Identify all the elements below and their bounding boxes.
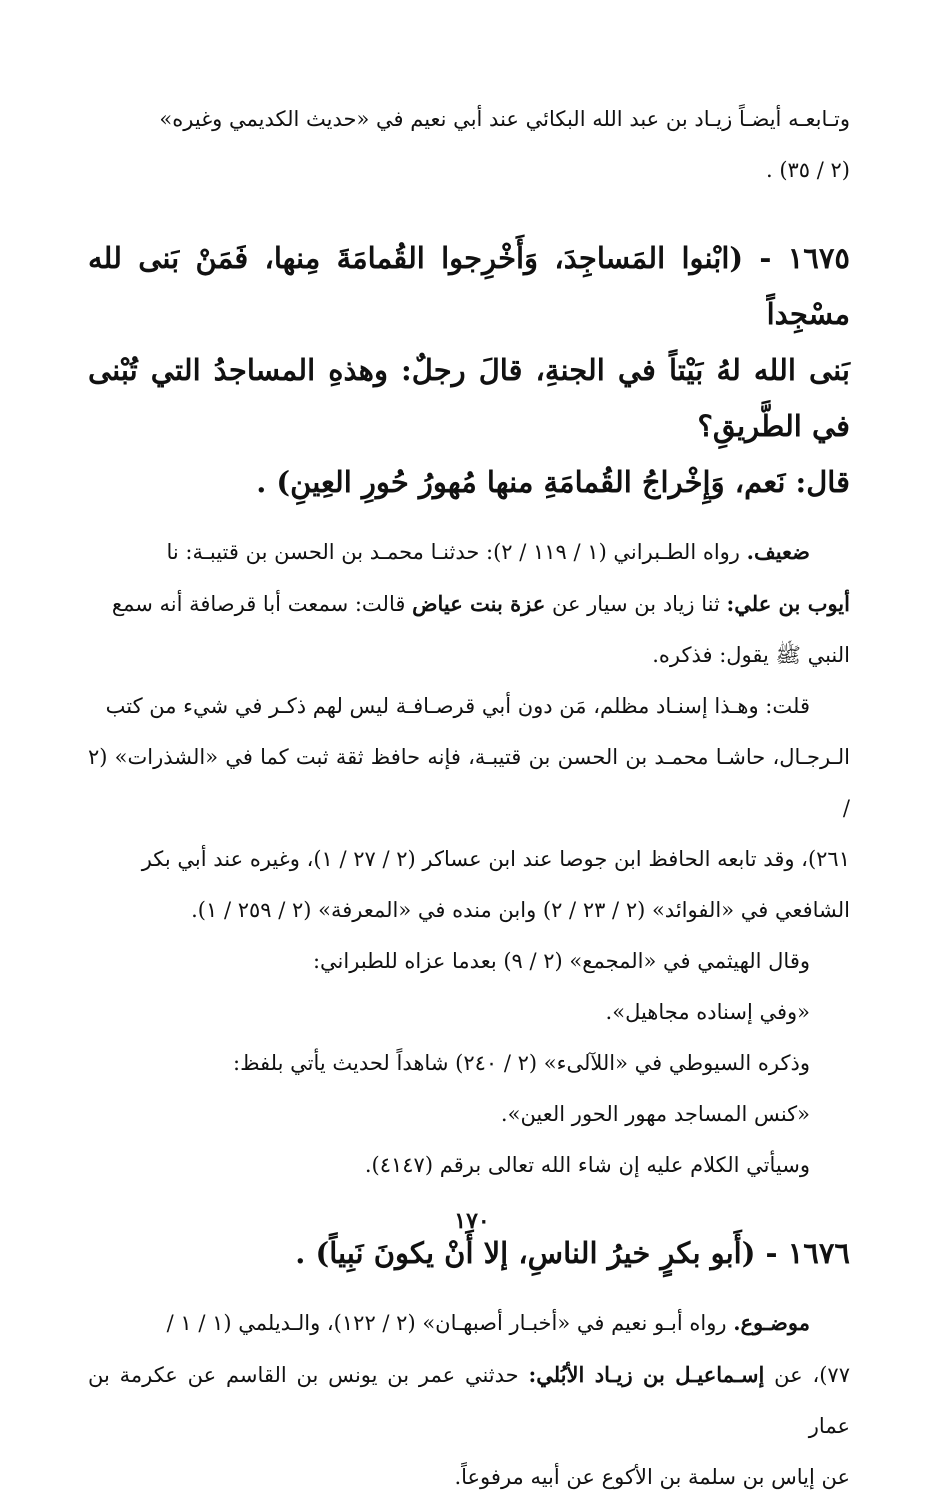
takhrij-1676 — [88, 1297, 850, 1503]
takhrij-1675-p1-line-1 — [88, 526, 850, 578]
hadith-1675-line-1: ١٦٧٥ - (ابْنوا المَساجِدَ، وَأَخْرِجوا القُمامَةَ مِنها، فَمَنْ بَنى لله مسْجِداً — [88, 241, 850, 331]
takhrij-1675-p4-line-1: وذكره السيوطي في «اللآلىء» (٢ / ٢٤٠) شاهداً لحديث يأتي بلفظ: — [233, 1051, 810, 1075]
text-span: قالت: سمعت أبا قرصافة أنه سمع — [111, 592, 406, 616]
narrator-name: عزة بنت عياض — [412, 591, 546, 616]
grade-label: ضعيف. — [746, 539, 810, 564]
text-span: ثنا زياد بن سيار عن — [551, 592, 720, 616]
text-span: رواه أبـو نعيم في «أخبـار أصبهـان» (٢ / ١٢٢)، والـديلمي (١ / ١ / — [166, 1311, 727, 1335]
takhrij-1675-p2-line-4: الشافعي في «الفوائد» (٢ / ٢٣ / ٢) وابن منده في «المعرفة» (٢ / ٢٥٩ / ١). — [191, 898, 850, 922]
takhrij-1676-line-1 — [88, 1297, 850, 1349]
intro-line-1: وتـابعـه أيضـاً زيـاد بن عبد الله البكائي عند أبي نعيم في «حديث الكديمي وغيره» — [159, 107, 850, 131]
hadith-1675-line-3: قال: نَعم، وَإِخْراجُ القُمامَةِ منها مُهورُ حُورِ العِينِ) . — [256, 465, 850, 499]
takhrij-1675-p1-line-3: النبي ﷺ يقول: فذكره. — [652, 643, 850, 667]
narrator-name: أيوب بن علي: — [726, 591, 850, 616]
text-span: حدثني عمر بن يونس بن القاسم عن عكرمة بن عمار — [88, 1363, 850, 1438]
takhrij-1676-line-2 — [88, 1349, 850, 1452]
takhrij-1676-line-3: عن إياس بن سلمة بن الأكوع عن أبيه مرفوعاً. — [454, 1465, 850, 1489]
takhrij-1675-p1-line-2 — [88, 578, 850, 630]
takhrij-1675-p5-line-1: وسيأتي الكلام عليه إن شاء الله تعالى برقم (٤١٤٧). — [364, 1153, 810, 1177]
takhrij-1675-p2-line-2: الـرجـال، حاشـا محمـد بن الحسن بن قتيبـة، فإنه حافظ ثقة ثبت كما في «الشذرات» (٢ / — [88, 745, 850, 820]
grade-label: موضـوع. — [733, 1310, 810, 1335]
hadith-1675-line-2: بَنى الله لهُ بَيْتاً في الجنةِ، قالَ رجلٌ: وهذهِ المساجدُ التي تُبْنى في الطَّريقِ؟ — [88, 353, 850, 443]
takhrij-1675-p3-line-1: وقال الهيثمي في «المجمع» (٢ / ٩) بعدما عزاه للطبراني: — [312, 949, 810, 973]
text-span: ٧٧)، عن — [774, 1363, 850, 1387]
takhrij-1675-p2-line-3: ٢٦١)، وقد تابعه الحافظ ابن جوصا عند ابن عساكر (٢ / ٢٧ / ١)، وغيره عند أبي بكر — [141, 847, 850, 871]
takhrij-1675-p3-line-2: «وفي إسناده مجاهيل». — [605, 1000, 810, 1024]
takhrij-1675 — [88, 526, 850, 1191]
hadith-1676-line-1: ١٦٧٦ - (أَبو بكرٍ خيرُ الناسِ، إلا أَنْ يكونَ نَبِياً) . — [295, 1236, 850, 1270]
narrator-name: إسـماعيـل بن زيـاد الأبُلي: — [528, 1362, 765, 1387]
intro-line-2: (٢ / ٣٥) . — [765, 158, 850, 182]
page-number: ١٧٠ — [454, 1208, 490, 1234]
takhrij-1675-p4-line-2: «كنس المساجد مهور الحور العين». — [500, 1102, 810, 1126]
page-body — [88, 94, 850, 1503]
takhrij-1675-p2-line-1: قلت: وهـذا إسنـاد مظلم، مَن دون أبي قرصـافـة ليس لهم ذكـر في شيء من كتب — [105, 694, 810, 718]
text-span: رواه الطـبراني (١ / ١١٩ / ٢): حدثنـا محمـد بن الحسن بن قتيبـة: نا — [166, 540, 740, 564]
hadith-1675 — [88, 230, 850, 510]
